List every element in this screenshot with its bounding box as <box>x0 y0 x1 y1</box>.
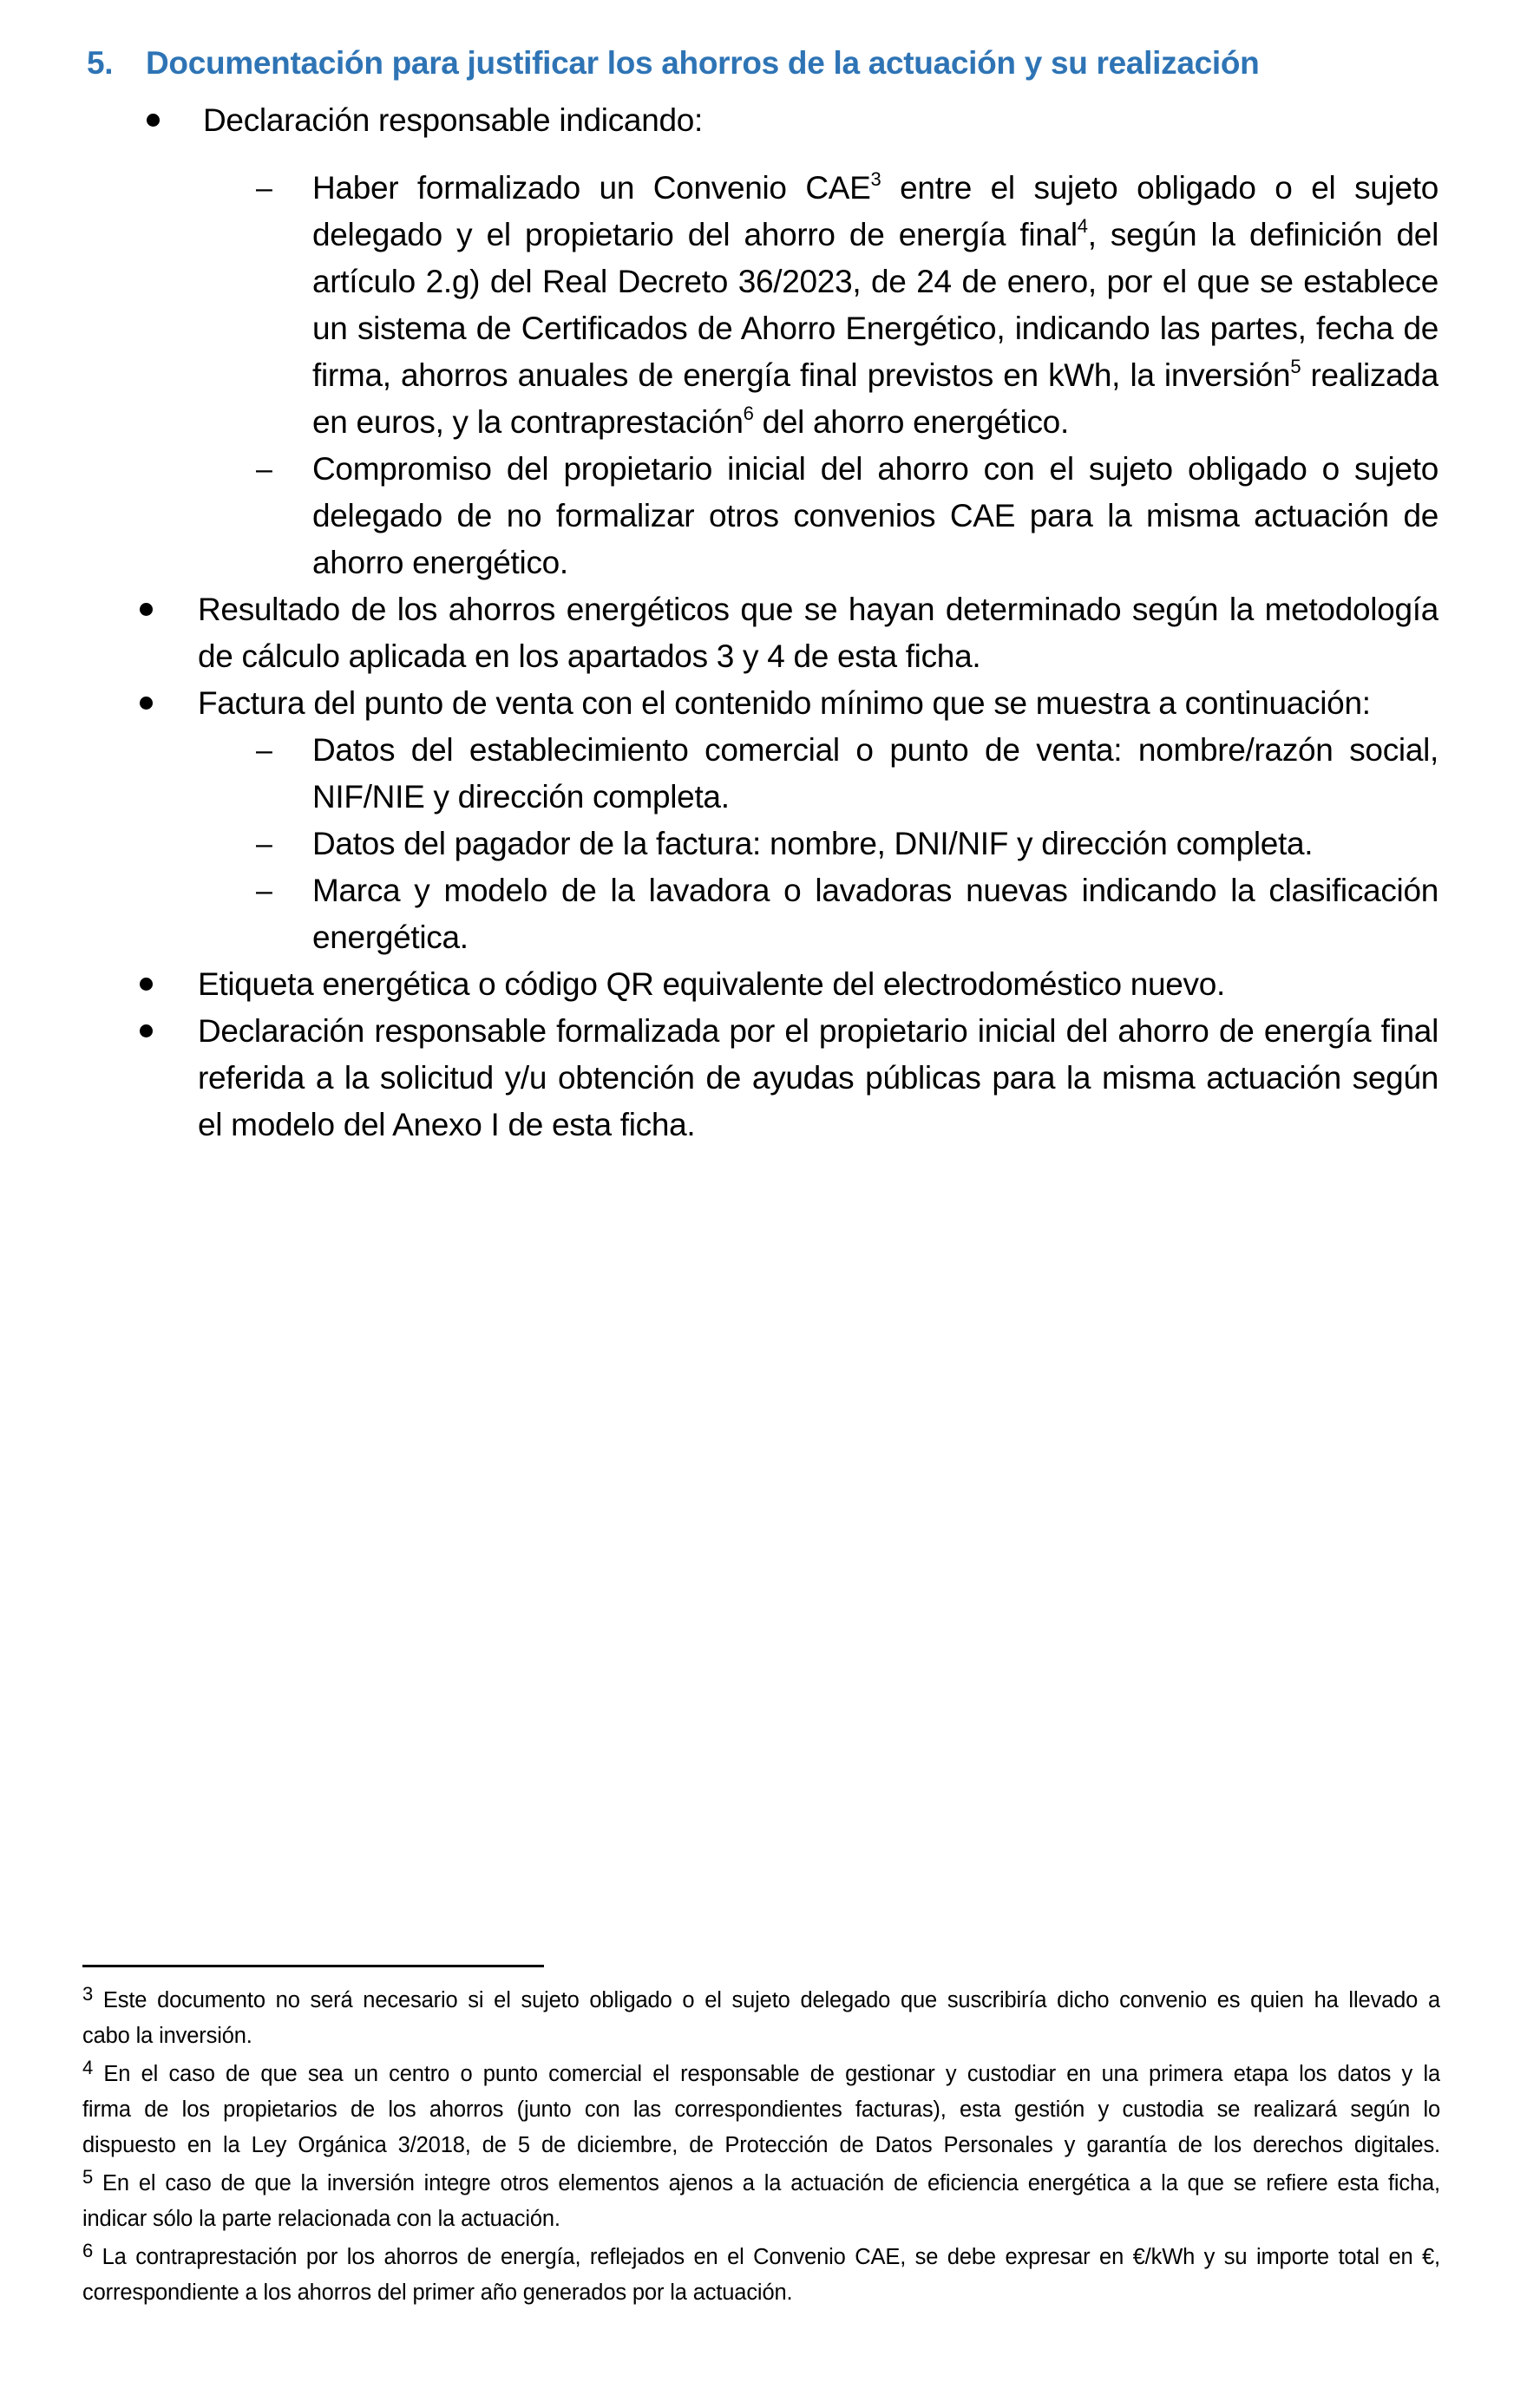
dash-icon: ‒ <box>256 734 272 767</box>
paragraph-line: Marca y modelo de la lavadora o lavadoras nuevas indicando la clasificación <box>312 873 1438 908</box>
bullet-icon <box>140 603 153 616</box>
footnote-line: 3 Este documento no será necesario si el sujeto obligado o el sujeto delegado que suscribiría dicho convenio es quien ha llevado a <box>82 1983 1440 2012</box>
paragraph-line: NIF/NIE y dirección completa. <box>312 779 730 815</box>
footnote-line: dispuesto en la Ley Orgánica 3/2018, de 5 de diciembre, de Protección de Datos Personales y garantía de los derechos digitales. <box>82 2133 1440 2157</box>
section-title: Documentación para justificar los ahorros de la actuación y su realización <box>146 45 1260 81</box>
paragraph-line: en euros, y la contraprestación$^6$ del ahorro energético. <box>312 402 1069 440</box>
bullet-icon <box>140 978 153 991</box>
footnote-line: 4 En el caso de que sea un centro o punto comercial el responsable de gestionar y custodiar en una primera etapa los datos y la <box>82 2057 1440 2086</box>
dash-icon: – <box>256 172 272 205</box>
footnote-ref: 3 <box>870 167 881 190</box>
paragraph-line: Compromiso del propietario inicial del ahorro con el sujeto obligado o sujeto <box>312 451 1438 487</box>
footnote-line: firma de los propietarios de los ahorros (junto con las correspondientes facturas), esta gestión y custodia se realizará según lo <box>82 2097 1440 2122</box>
dash-icon: ‒ <box>256 828 272 860</box>
footnote-number: 3 <box>82 1983 94 2005</box>
dash-icon: ‒ <box>256 874 272 907</box>
paragraph-line: energética. <box>312 919 469 955</box>
paragraph-line: ahorro energético. <box>312 545 568 580</box>
paragraph-line: el modelo del Anexo I de esta ficha. <box>198 1107 696 1142</box>
paragraph-line: delegado y el propietario del ahorro de energía final$^4$, según la definición del <box>312 214 1438 252</box>
paragraph-line: Resultado de los ahorros energéticos que se hayan determinado según la metodología <box>198 592 1438 627</box>
footnote-ref: 6 <box>743 402 754 424</box>
footnote-line: 5 En el caso de que la inversión integre otros elementos ajenos a la actuación de eficiencia energética a la que se refiere esta ficha, <box>82 2166 1440 2195</box>
footnote-number: 6 <box>82 2240 94 2261</box>
footnote-line: indicar sólo la parte relacionada con la actuación. <box>82 2207 560 2231</box>
paragraph-line: referida a la solicitud y/u obtención de ayudas públicas para la misma actuación según <box>198 1060 1438 1096</box>
paragraph-line: de cálculo aplicada en los apartados 3 y 4 de esta ficha. <box>198 638 981 674</box>
footnote-ref: 5 <box>1290 355 1301 377</box>
bullet1-label: Declaración responsable indicando: <box>203 102 704 138</box>
bullet-icon <box>140 1024 153 1037</box>
section-number: 5. <box>87 45 114 81</box>
paragraph-line: Datos del pagador de la factura: nombre, DNI/NIF y dirección completa. <box>312 826 1314 861</box>
paragraph-line: Factura del punto de venta con el contenido mínimo que se muestra a continuación: <box>198 685 1371 721</box>
paragraph-line: delegado de no formalizar otros convenios CAE para la misma actuación de <box>312 498 1438 533</box>
footnote-number: 4 <box>82 2057 94 2078</box>
footnote-line: 6 La contraprestación por los ahorros de energía, reflejados en el Convenio CAE, se debe expresar en €/kWh y su importe total en €, <box>82 2240 1440 2269</box>
footnote-ref: 4 <box>1077 214 1088 237</box>
footnote-number: 5 <box>82 2166 94 2188</box>
bullet-icon <box>147 114 160 127</box>
paragraph-line: Datos del establecimiento comercial o punto de venta: nombre/razón social, <box>312 732 1438 768</box>
dash-icon: – <box>256 453 272 486</box>
paragraph-line: firma, ahorros anuales de energía final previstos en kWh, la inversión$^5$ realizada <box>312 355 1438 393</box>
footnote-separator <box>82 1965 544 1967</box>
footnote-line: correspondiente a los ahorros del primer año generados por la actuación. <box>82 2280 793 2305</box>
paragraph-line: Etiqueta energética o código QR equivalente del electrodoméstico nuevo. <box>198 966 1226 1002</box>
paragraph-line: Declaración responsable formalizada por el propietario inicial del ahorro de energía final <box>198 1013 1438 1049</box>
bullet-icon <box>140 697 153 710</box>
footnote-line: cabo la inversión. <box>82 2024 252 2048</box>
paragraph-line: Haber formalizado un Convenio CAE$^3$ entre el sujeto obligado o el sujeto <box>312 167 1438 206</box>
paragraph-line: artículo 2.g) del Real Decreto 36/2023, de 24 de enero, por el que se establece <box>312 264 1438 299</box>
paragraph-line: un sistema de Certificados de Ahorro Energético, indicando las partes, fecha de <box>312 311 1438 346</box>
